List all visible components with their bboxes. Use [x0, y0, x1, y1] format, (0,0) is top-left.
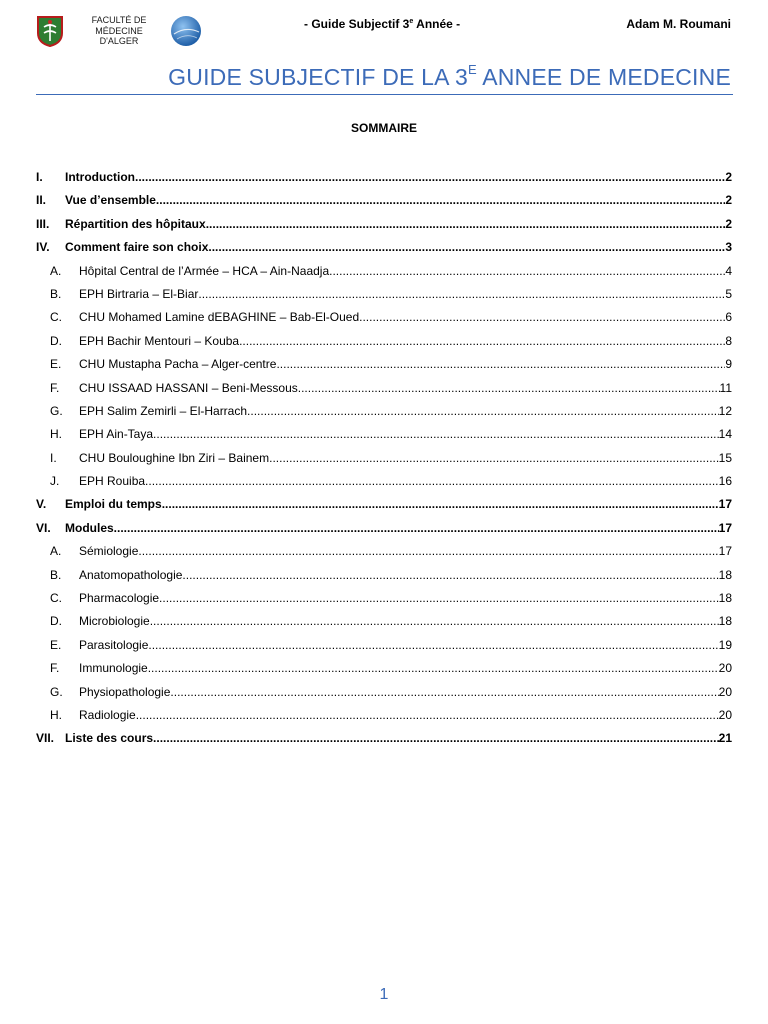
toc-entry-label: Hôpital Central de l’Armée – HCA – Ain-Naadja	[79, 263, 330, 278]
toc-entry-number: B.	[50, 286, 62, 301]
toc-entry[interactable]	[36, 217, 732, 240]
toc-entry-label: CHU Bouloughine Ibn Ziri – Bainem	[79, 450, 270, 465]
toc-dot-leader	[162, 497, 719, 511]
toc-dot-leader	[269, 451, 719, 465]
toc-entry-page: 21	[718, 731, 732, 746]
toc-entry[interactable]	[36, 427, 732, 450]
toc-entry-page: 2	[725, 193, 732, 208]
toc-entry-label: CHU Mustapha Pacha – Alger-centre	[79, 357, 277, 372]
toc-entry-number: E.	[50, 637, 62, 652]
toc-entry-label: Emploi du temps	[65, 497, 162, 512]
toc-dot-leader	[145, 474, 719, 488]
toc-dot-leader	[156, 193, 725, 207]
toc-dot-leader	[153, 731, 719, 745]
toc-entry[interactable]	[36, 357, 732, 380]
toc-entry-label: Physiopathologie	[79, 684, 171, 699]
toc-dot-leader	[159, 591, 719, 605]
logo-line-1: FACULTÉ DE MÉDECINE	[91, 15, 147, 36]
toc-dot-leader	[182, 568, 718, 582]
toc-entry[interactable]	[36, 310, 732, 333]
toc-entry-label: EPH Bachir Mentouri – Kouba	[79, 333, 240, 348]
toc-entry[interactable]	[36, 170, 732, 193]
logo-text	[67, 15, 171, 47]
toc-entry-page: 9	[725, 357, 732, 372]
toc-dot-leader	[114, 521, 719, 535]
toc-entry-number: A.	[50, 263, 62, 278]
faculty-emblem-icon	[36, 15, 64, 47]
toc-entry-number: II.	[36, 193, 47, 208]
toc-dot-leader	[239, 334, 725, 348]
running-header-sup: e	[409, 18, 414, 25]
toc-entry-page: 18	[718, 614, 732, 629]
toc-entry-label: Répartition des hôpitaux	[65, 216, 206, 231]
faculty-logo	[36, 14, 203, 48]
toc-entry-number: H.	[50, 707, 62, 722]
toc-entry-label: Modules	[65, 520, 114, 535]
toc-entry[interactable]	[36, 544, 732, 567]
toc-entry-page: 17	[718, 497, 732, 512]
running-header-suffix: Année -	[413, 17, 461, 31]
toc-entry-page: 3	[725, 240, 732, 255]
toc-entry-page: 2	[725, 170, 732, 184]
globe-icon	[169, 14, 203, 48]
document-title	[168, 64, 731, 91]
toc-entry-label: Liste des cours	[65, 731, 154, 746]
toc-dot-leader	[148, 661, 719, 675]
toc-entry-page: 17	[718, 544, 732, 559]
toc-entry-label: Comment faire son choix	[65, 240, 209, 255]
toc-dot-leader	[150, 614, 719, 628]
toc-entry-page: 14	[718, 427, 732, 442]
toc-entry-label: EPH Rouiba	[79, 474, 146, 489]
toc-dot-leader	[208, 240, 725, 254]
toc-entry-label: Radiologie	[79, 707, 136, 722]
toc-entry-label: EPH Ain-Taya	[79, 427, 154, 442]
toc-entry-page: 20	[718, 707, 732, 722]
toc-entry[interactable]	[36, 708, 732, 731]
sommaire-heading: SOMMAIRE	[351, 121, 417, 135]
toc-entry[interactable]	[36, 193, 732, 216]
toc-entry-number: D.	[50, 614, 62, 629]
toc-entry-page: 20	[718, 684, 732, 699]
toc-entry-page: 4	[725, 263, 732, 278]
toc-dot-leader	[136, 708, 719, 722]
toc-entry[interactable]	[36, 614, 732, 637]
toc-entry-page: 5	[725, 286, 732, 301]
toc-entry-number: J.	[50, 474, 60, 489]
toc-dot-leader	[198, 287, 725, 301]
toc-entry-page: 2	[725, 216, 732, 231]
toc-entry-number: III.	[36, 216, 50, 231]
toc-entry-number: V.	[36, 497, 47, 512]
author-name: Adam M. Roumani	[626, 17, 731, 31]
toc-entry-number: G.	[50, 403, 63, 418]
toc-entry-page: 8	[725, 333, 732, 348]
toc-entry-number: C.	[50, 310, 62, 325]
toc-dot-leader	[170, 685, 718, 699]
running-header-title	[304, 17, 460, 31]
toc-entry[interactable]	[36, 731, 732, 754]
toc-entry-number: G.	[50, 684, 63, 699]
toc-entry-number: VII.	[36, 731, 55, 746]
toc-entry-label: CHU Mohamed Lamine dEBAGHINE – Bab-El-Oued	[79, 310, 360, 325]
toc-entry-number: H.	[50, 427, 62, 442]
toc-entry-page: 15	[718, 450, 732, 465]
toc-entry[interactable]	[36, 638, 732, 661]
toc-entry-page: 18	[718, 591, 732, 606]
title-suffix: ANNEE DE MEDECINE	[476, 64, 731, 90]
toc-entry[interactable]	[36, 451, 732, 474]
toc-entry[interactable]	[36, 264, 732, 287]
toc-entry-page: 18	[718, 567, 732, 582]
toc-entry[interactable]	[36, 381, 732, 404]
toc-entry-number: IV.	[36, 240, 50, 255]
toc-dot-leader	[148, 638, 718, 652]
toc-entry-number: I.	[36, 170, 43, 184]
toc-dot-leader	[329, 264, 725, 278]
page-number: 1	[379, 986, 389, 1003]
toc-entry[interactable]	[36, 661, 732, 684]
toc-dot-leader	[153, 427, 719, 441]
title-prefix: GUIDE SUBJECTIF DE LA 3	[168, 64, 469, 90]
toc-entry-label: Vue d’ensemble	[65, 193, 156, 208]
toc-entry[interactable]	[36, 591, 732, 614]
toc-entry-label: EPH Birtraria – El-Biar	[79, 286, 199, 301]
toc-entry-number: F.	[50, 661, 60, 676]
toc-entry-page: 20	[718, 661, 732, 676]
toc-entry-label: Anatomopathologie	[79, 567, 183, 582]
toc-entry-number: VI.	[36, 520, 51, 535]
toc-entry-label: CHU ISSAAD HASSANI – Beni-Messous	[79, 380, 298, 395]
toc-entry-label: Pharmacologie	[79, 591, 160, 606]
table-of-contents	[36, 170, 732, 755]
toc-dot-leader	[359, 310, 725, 324]
toc-entry[interactable]	[36, 497, 732, 520]
toc-entry-page: 17	[718, 520, 732, 535]
toc-entry[interactable]	[36, 474, 732, 497]
toc-entry[interactable]	[36, 287, 732, 310]
toc-entry-page: 6	[725, 310, 732, 325]
toc-entry-number: F.	[50, 380, 60, 395]
toc-dot-leader	[206, 217, 726, 231]
toc-entry-label: Sémiologie	[79, 544, 139, 559]
toc-entry-number: E.	[50, 357, 62, 372]
toc-entry-number: C.	[50, 591, 62, 606]
toc-entry-page: 12	[718, 403, 732, 418]
toc-entry-number: A.	[50, 544, 62, 559]
page-header	[0, 0, 768, 60]
toc-entry-number: I.	[50, 450, 57, 465]
toc-entry-page: 11	[719, 380, 732, 395]
toc-entry-page: 19	[718, 637, 732, 652]
toc-entry[interactable]	[36, 404, 732, 427]
toc-dot-leader	[298, 381, 720, 395]
toc-entry-number: B.	[50, 567, 62, 582]
toc-entry-label: Microbiologie	[79, 614, 150, 629]
toc-entry[interactable]	[36, 685, 732, 708]
toc-entry[interactable]	[36, 334, 732, 357]
toc-entry-label: Parasitologie	[79, 637, 149, 652]
toc-dot-leader	[135, 170, 725, 184]
running-header-prefix: - Guide Subjectif 3	[304, 17, 410, 31]
toc-entry-label: Introduction	[65, 170, 135, 184]
toc-entry[interactable]	[36, 240, 732, 263]
toc-entry[interactable]	[36, 521, 732, 544]
toc-dot-leader	[138, 544, 718, 558]
toc-entry-label: Immunologie	[79, 661, 148, 676]
toc-entry-label: EPH Salim Zemirli – El-Harrach	[79, 403, 248, 418]
title-sup: E	[468, 62, 477, 78]
toc-dot-leader	[247, 404, 719, 418]
toc-entry-page: 16	[718, 474, 732, 489]
logo-line-2: D'ALGER	[99, 36, 139, 47]
toc-dot-leader	[276, 357, 725, 371]
toc-entry-number: D.	[50, 333, 62, 348]
title-underline	[36, 94, 733, 95]
toc-entry[interactable]	[36, 568, 732, 591]
